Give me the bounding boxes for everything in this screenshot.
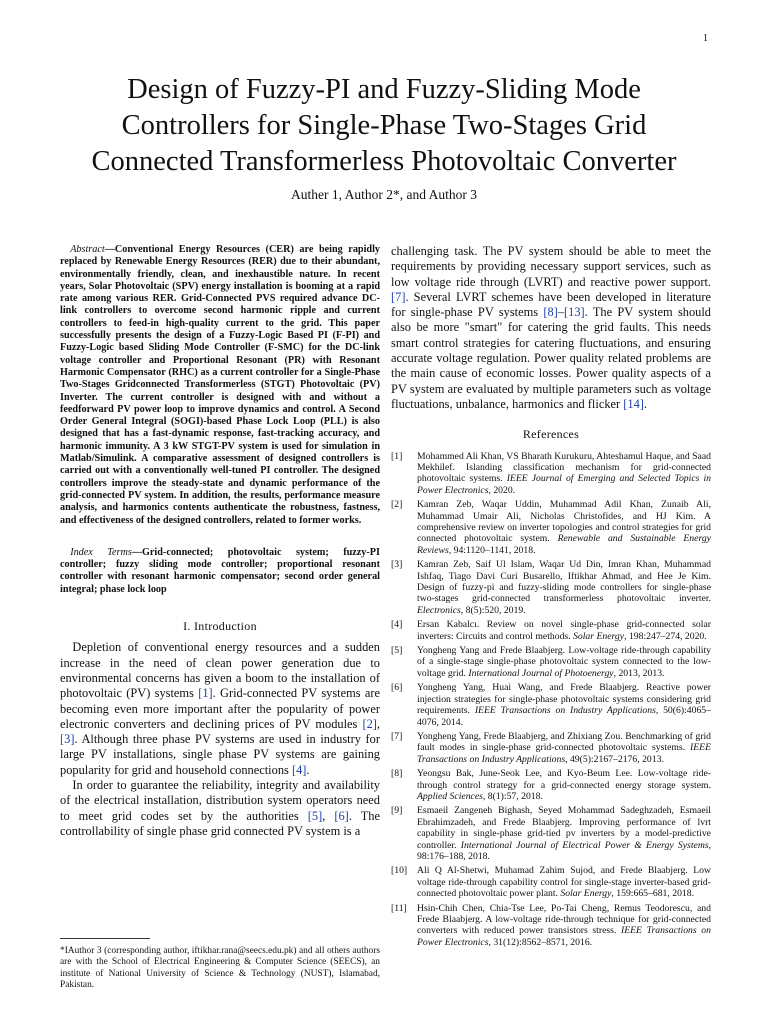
intro-paragraph-2 <box>60 778 380 839</box>
text-run: , <box>376 716 380 731</box>
text-run: – <box>557 305 565 320</box>
reference-item <box>391 768 711 802</box>
text-run: Ali Q Al-Shetwi, Muhamad Zahim Sujod, and Frede Blaabjerg. Low voltage ride-through capability control for single-stage inverter-based grid-connected photovoltaic power plant. <box>417 865 711 900</box>
text-run: , 94:1120–1141, 2018. <box>448 544 536 556</box>
page-number: 1 <box>703 33 708 44</box>
citation-link[interactable]: [8] <box>543 305 558 320</box>
text-run: Kamran Zeb, Saif Ul Islam, Waqar Ud Din, Imran Khan, Muhammad Ishfaq, Tiago Davi Curi Busarello, Iftikhar Ahmad, and Hee Je Kim. Design of fuzzy-pi and fuzzy-sliding mode controllers for single-phase two-stages grid-connected transformerless photovoltaic inverter. <box>417 559 711 605</box>
reference-number: [6] <box>391 682 403 694</box>
intro-paragraph-1 <box>60 640 380 778</box>
reference-number: [4] <box>391 619 403 631</box>
right-column <box>391 244 711 951</box>
reference-item <box>391 805 711 862</box>
reference-venue: Applied Sciences <box>417 790 483 802</box>
text-run: , 8(5):520, 2019. <box>460 604 526 616</box>
text-run: Hsin-Chih Chen, Chia-Tse Lee, Po-Tai Cheng, Remus Teodorescu, and Frede Blaabjerg. A low-voltage ride-through technique for grid-connected converters with reduced power transistors stress. <box>417 902 711 937</box>
reference-number: [10] <box>391 865 408 877</box>
text-run: Ersan Kabalcı. Review on novel single-phase grid-connected solar inverters: Circuits and control methods. <box>417 619 711 642</box>
reference-number: [7] <box>391 730 403 742</box>
text-run: In order to guarantee the reliability, integrity and availability of the electrical installation, distribution system operators need to meet grid codes set by the authorities <box>60 777 380 823</box>
footnote <box>60 946 380 991</box>
citation-link[interactable]: [1] <box>198 686 213 701</box>
text-run: . Although three phase PV systems are used in industry for large PV installations, single phase PV systems are gaining popularity for grid and household connections <box>60 732 380 777</box>
citation-link[interactable]: [5] <box>307 808 323 823</box>
text-run: Yongheng Yang, Huai Wang, and Frede Blaabjerg. Reactive power injection strategies for single-phase photovoltaic systems considering grid requirements. <box>417 682 711 717</box>
reference-number: [3] <box>391 559 403 571</box>
text-run: . The controllability of single phase grid connected PV system is a <box>60 808 380 838</box>
footnote-text: *IAuthor 3 (corresponding author, iftikhar.rana@seecs.edu.pk) and all others authors are with the School of Electrical Engineering & Computer Science (SEECS), an institute of National University of Science & Technology (NUST), Islamabad, Pakistan. <box>60 946 380 990</box>
text-run: Mohammed Ali Khan, VS Bharath Kurukuru, Ahteshamul Haque, and Saad Mekhilef. Islanding classification mechanism for grid-connected photovoltaic systems. <box>417 450 711 485</box>
text-run: , 31(12):8562–8571, 2016. <box>488 936 593 948</box>
reference-venue: Solar Energy <box>573 630 625 642</box>
intro-paragraph-3 <box>391 244 711 412</box>
text-run: . Several LVRT schemes have been developed in literature for single-phase PV systems <box>391 289 711 320</box>
reference-number: [2] <box>391 499 403 511</box>
reference-item <box>391 559 711 616</box>
citation-link[interactable]: [13] <box>564 305 585 320</box>
reference-number: [8] <box>391 768 403 780</box>
text-run: , 198:247–274, 2020. <box>624 630 707 642</box>
reference-item <box>391 731 711 765</box>
abstract-text: —Conventional Energy Resources (CER) are being rapidly replaced by Renewable Energy Resources (RER) due to their abundant, environmentally friendly, clean, and inexhaustible nature. In recent years, Solar Photovoltaic (SPV) energy installation is booming at a rapid rate among various RER. Grid-Connected PVS required advance DC-link controllers to overcome second harmonic ripple and current controllers to feed-in high-quality current to the grid. This paper successfully presents the design of a Fuzzy-Logic Based PI (F-PI) and Fuzzy-Logic based Sliding Mode Controller (F-SMC) for the DC-link voltage controller and Proportional Resonant (PR) with Resonant Harmonic Compensator (RHC) as a current controller for a Single-Phase Two-Stages Gridconnected Transformerless (STGT) Photovoltaic (PV) Inverter. The current controller is designed with and without a feedforward PV power loop to improve dynamics and control. A Second Order General Integral (SOGI)-based Phase Lock Loop (PLL) is also designed that has a fast-dynamic response, fast-tracking accuracy, and harmonic immunity. A 3 kW STGT-PV system is used for simulation in Matlab/Simulink. A comparative assessment of designed controllers is carried out with a conventionally well-tuned PI controller. The designed controllers improve the steady-state and dynamic performance of the grid-connected PV system. In addition, the results, performance measure analysis, and harmonics contents authenticate the robustness, fastness, and effectiveness of the designed controllers, related to former works. <box>60 244 380 526</box>
text-run: , 2020. <box>488 484 516 496</box>
reference-venue: Renewable and Sustainable Energy Reviews <box>417 533 712 556</box>
text-run: Yongheng Yang, Frede Blaabjerg, and Zhixiang Zou. Benchmarking of grid fault modes in single-phase grid-connected photovoltaic systems. <box>417 730 711 754</box>
abstract <box>60 244 380 527</box>
reference-item <box>391 865 711 899</box>
text-run: , 8(1):57, 2018. <box>482 790 543 802</box>
citation-link[interactable]: [7] <box>391 289 406 304</box>
citation-link[interactable]: [2] <box>362 716 377 731</box>
section-heading-introduction: I. Introduction <box>183 619 257 634</box>
author-list: Auther 1, Author 2*, and Author 3 <box>291 187 477 202</box>
text-run: , <box>322 808 335 823</box>
references-heading: References <box>522 427 580 442</box>
reference-number: [1] <box>391 450 403 462</box>
footnote-rule <box>60 938 150 939</box>
reference-number: [9] <box>391 805 403 817</box>
citation-link[interactable]: [4] <box>291 762 307 777</box>
abstract-lead: Abstract <box>70 244 105 255</box>
index-terms-text: —Grid-connected; photovoltaic system; fuzzy-PI controller; fuzzy sliding mode controller; proportional resonant controller with resonant harmonic compensator; second order general integral; phase lock loop <box>60 546 380 595</box>
citation-link[interactable]: [14] <box>623 396 644 411</box>
text-run: , 159:665–681, 2018. <box>611 888 695 900</box>
text-run: , 98:176–188, 2018. <box>417 839 712 862</box>
reference-venue: IEEE Journal of Emerging and Selected Topics in Power Electronics <box>417 473 712 496</box>
text-run: Yongheng Yang and Frede Blaabjerg. Low-voltage ride-through capability of a single-stage single-phase photovoltaic system connected to the low-voltage grid. <box>417 645 711 679</box>
text-run: , 50(6):4065–4076, 2014. <box>417 705 711 728</box>
reference-venue: International Journal of Electrical Power & Energy Systems <box>460 839 709 851</box>
left-column <box>60 244 380 839</box>
citation-link[interactable]: [3] <box>60 732 75 747</box>
reference-list <box>391 451 711 949</box>
reference-venue: IEEE Transactions on Industry Applications <box>417 742 711 765</box>
citation-link[interactable]: [6] <box>334 808 349 823</box>
text-run: . The PV system should also be more "smart" for catering the grid faults. This needs smart control strategies for catering fluctuations, and ensuring accurate voltage regulation. Power quality related problems are the main cause of economic losses. Power quality aspects of a PV system are evaluated by multiple parameters such as voltage fluctuations, unbalance, harmonics and flicker <box>391 305 711 411</box>
index-terms-lead: Index Terms <box>70 546 132 558</box>
text-run: Esmaeil Zangeneh Bighash, Seyed Mohammad Sadeghzadeh, Esmaeil Ebrahimzadeh, and Frede Blaabjerg. Improving performance of lvrt capability in single-phase grid-tied pv inverters by a model-predictive controller. <box>417 805 711 851</box>
text-run: . Grid-connected PV systems are becoming even more important after the popularity of power electronic converters and declining prices of PV modules <box>60 686 380 731</box>
text-run: Kamran Zeb, Waqar Uddin, Muhammad Adil Khan, Zunaib Ali, Muhammad Umair Ali, Nicholas Christofides, and HJ Kim. A comprehensive review on inverter topologies and control strategies for grid connected photovoltaic system. <box>417 499 711 545</box>
index-terms <box>60 547 380 596</box>
reference-item <box>391 619 711 642</box>
paper-title: Design of Fuzzy-PI and Fuzzy-Sliding Mode Controllers for Single-Phase Two-Stages Grid Connected Transformerless Photovoltaic Converter <box>91 74 677 177</box>
reference-item <box>391 645 711 679</box>
reference-item <box>391 451 711 497</box>
text-run: . <box>306 762 310 777</box>
text-run: . <box>643 396 648 411</box>
reference-number: [11] <box>391 902 407 914</box>
text-run: Depletion of conventional energy resources and a sudden increase in the need of clean power generation due to environmental concerns has given a boom to the installation of photovoltaic (PV) systems <box>60 640 380 701</box>
reference-venue: Electronics <box>417 604 461 616</box>
reference-venue: IEEE Transactions on Power Electronics <box>417 925 711 948</box>
reference-item <box>391 499 711 556</box>
text-run: Yeongsu Bak, June-Seok Lee, and Kyo-Beum Lee. Low-voltage ride-through control strategy for a grid-connected energy storage system. <box>417 768 711 791</box>
text-run: , 2013, 2013. <box>613 667 665 679</box>
reference-item <box>391 682 711 728</box>
reference-venue: Solar Energy <box>560 888 612 900</box>
reference-venue: International Journal of Photoenergy <box>468 667 614 679</box>
text-run: , 49(5):2167–2176, 2013. <box>565 753 664 765</box>
text-run: challenging task. The PV system should be able to meet the requirements by providing necessary support services, such as low voltage ride through (LVRT) and reactive power support. <box>391 244 711 289</box>
reference-number: [5] <box>391 645 403 657</box>
reference-venue: IEEE Transactions on Industry Applications <box>474 705 656 717</box>
reference-item <box>391 903 711 949</box>
